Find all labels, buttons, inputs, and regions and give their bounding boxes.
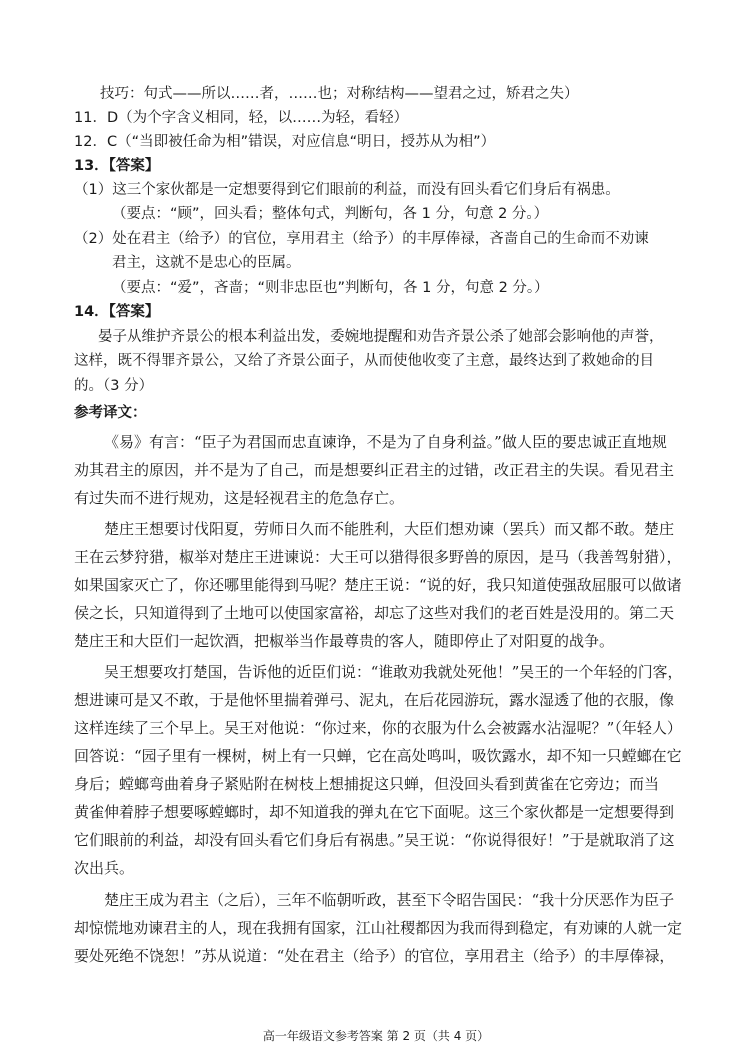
- answer-13-2-points: （要点：“爱”，吝啬；“则非忠臣也”判断句，各 1 分，句意 2 分。）: [112, 280, 549, 296]
- translation-line: 想进谏可是又不敢，于是他怀里揣着弹弓、泥丸，在后花园游玩，露水湿透了他的衣服，像: [74, 691, 675, 709]
- translation-line: 有过失而不进行规劝，这是轻视君主的危急存亡。: [74, 489, 405, 507]
- translation-line: 黄雀伸着脖子想要啄螳螂时，却不知道我的弹丸在它下面呢。这三个家伙都是一定想要得到: [74, 803, 675, 821]
- answer-14-text: 晏子从维护齐景公的根本利益出发，委婉地提醒和劝告齐景公杀了她部会影响他的声誉，: [98, 329, 664, 345]
- answer-13-1: （1）这三个家伙都是一定想要得到它们眼前的利益，而没有回头看它们身后有祸患。: [74, 182, 620, 198]
- translation-heading: 参考译文：: [74, 405, 147, 421]
- answer-13-2-cont: 君主，这就不是忠心的臣属。: [112, 255, 301, 271]
- translation-line: 却惊慌地劝谏君主的人，现在我拥有国家，江山社稷都因为我而得到稳定，有劝谏的人就一定: [74, 919, 683, 937]
- answer-14-heading: 14．【答案】: [74, 304, 160, 320]
- translation-line: 要处死绝不饶恕！”苏从说道：“处在君主（给予）的官位，享用君主（给予）的丰厚俸禄，: [74, 947, 675, 965]
- answer-line: 技巧：句式——所以……者，……也；对称结构——望君之过，矫君之失）: [100, 86, 579, 102]
- answer-12: 12．C（“当即被任命为相”错误，对应信息“明日，授苏从为相”）: [74, 134, 496, 150]
- translation-line: 它们眼前的利益，却没有回头看它们身后有祸患。”吴王说：“你说得很好！”于是就取消了这: [74, 831, 675, 849]
- translation-line: 王在云梦狩猎，椒举对楚庄王进谏说：大王可以猎得很多野兽的原因，是马（我善驾射猎），: [74, 548, 682, 566]
- translation-line: 次出兵。: [74, 859, 135, 877]
- translation-line: 如果国家灭亡了，你还哪里能得到马呢？楚庄王说：“说的好，我只知道使强敌屈服可以做诸: [74, 576, 682, 594]
- translation-line: 回答说：“园子里有一棵树，树上有一只蝉，它在高处鸣叫，吸饮露水，却不知一只螳螂在它: [74, 747, 682, 765]
- page-footer: 高一年级语文参考答案 第 2 页（共 4 页）: [262, 1029, 490, 1043]
- answer-13-1-points: （要点：“顾”，回头看；整体句式，判断句，各 1 分，句意 2 分。）: [112, 206, 549, 222]
- answer-14-text: 这样，既不得罪齐景公，又给了齐景公面子，从而使他收变了主意，最终达到了救她命的目: [74, 353, 654, 369]
- answer-13-heading: 13．【答案】: [74, 158, 160, 174]
- translation-line: 吴王想要攻打楚国，告诉他的近臣们说：“谁敢劝我就处死他！”吴王的一个年轻的门客，: [104, 663, 683, 681]
- translation-line: 楚庄王想要讨伐阳夏，劳师日久而不能胜利，大臣们想劝谏（罢兵）而又都不敢。楚庄: [104, 520, 675, 538]
- translation-line: 《易》有言：“臣子为君国而忠直谏诤，不是为了自身利益。”做人臣的要忠诚正直地规: [104, 433, 667, 451]
- translation-line: 这样连续了三个早上。吴王对他说：“你过来，你的衣服为什么会被露水沾湿呢？”（年轻人）: [74, 719, 682, 737]
- translation-line: 楚庄王成为君主（之后），三年不临朝听政，甚至下令昭告国民：“我十分厌恶作为臣子: [104, 891, 675, 909]
- translation-line: 劝其君主的原因，并不是为了自己，而是想要纠正君主的过错，改正君主的失误。看见君主: [74, 461, 675, 479]
- translation-line: 侯之长，只知道得到了土地可以使国家富裕，却忘了这些对我们的老百姓是没用的。第二天: [74, 604, 675, 622]
- answer-11: 11．D（为个字含义相同，轻，以……为轻，看轻）: [74, 110, 409, 126]
- answer-13-2: （2）处在君主（给予）的官位，享用君主（给予）的丰厚俸禄，吝啬自己的生命而不劝谏: [74, 231, 649, 247]
- translation-line: 楚庄王和大臣们一起饮酒，把椒举当作最尊贵的客人，随即停止了对阳夏的战争。: [74, 632, 615, 650]
- answer-14-text: 的。（3 分）: [74, 378, 154, 394]
- translation-line: 身后；螳螂弯曲着身子紧贴附在树枝上想捕捉这只蝉，但没回头看到黄雀在它旁边；而当: [74, 775, 660, 793]
